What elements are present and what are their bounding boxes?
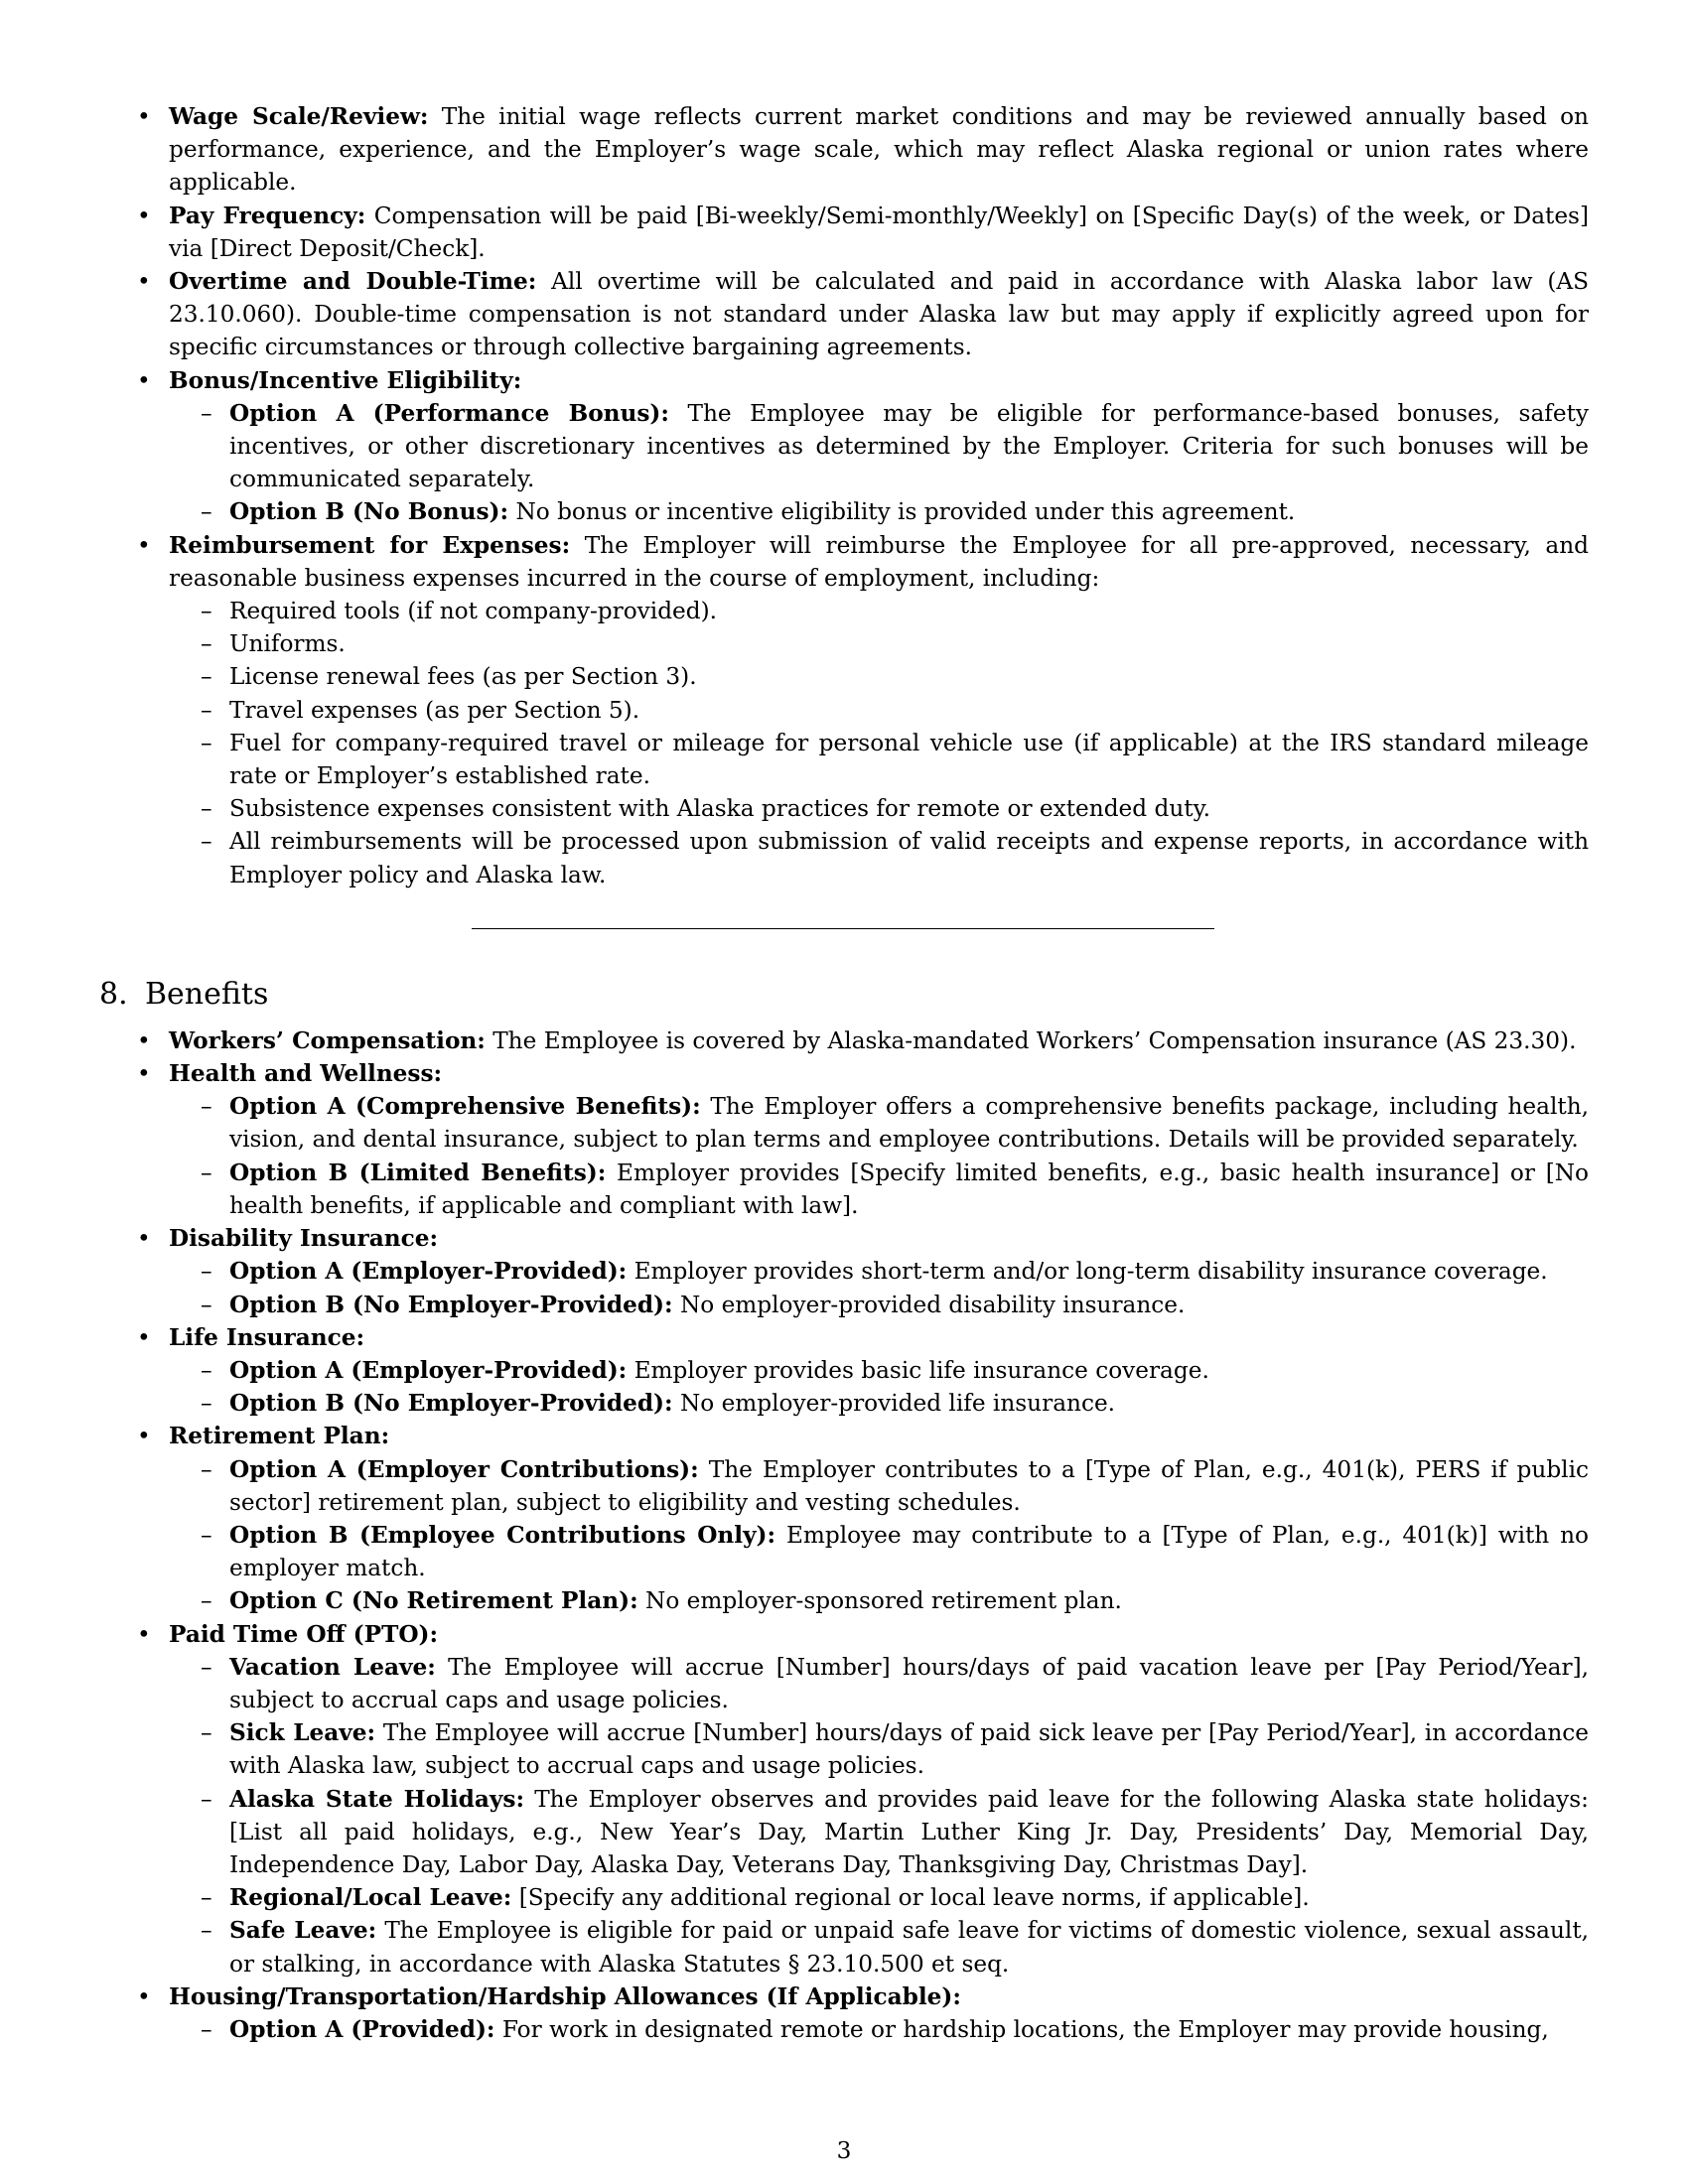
item-title: Disability Insurance: [169, 1225, 439, 1253]
list-item [99, 529, 1589, 891]
section-heading [99, 975, 1589, 1015]
item-title: Bonus/Incentive Eligibility: [169, 366, 522, 394]
item-title: Option A (Employer-Provided): [229, 1258, 628, 1286]
sub-list [169, 1255, 1589, 1320]
list-item [169, 1716, 1589, 1782]
list-item [169, 1090, 1589, 1156]
list-item [169, 627, 1589, 660]
item-text: All overtime will be calculated and paid in accordance with Alaska labor law (AS 23.10.060). Double-time compensation is not standard under Alaska law but may apply if explicitly agreed upon for specific circumstances or through collective bargaining agreements. [169, 268, 1589, 361]
list-item [99, 1980, 1589, 2046]
item-title: Option A (Employer-Provided): [229, 1356, 628, 1384]
item-text: The Employer contributes to a [Type of Plan, e.g., 401(k), PERS if public sector] retirement plan, subject to eligibility and vesting schedules. [229, 1455, 1589, 1516]
list-item [99, 1222, 1589, 1321]
list-item [99, 1057, 1589, 1222]
item-text: No employer-provided disability insurance. [679, 1291, 1186, 1318]
list-item [169, 1157, 1589, 1222]
list-item [169, 1914, 1589, 1979]
item-title: Housing/Transportation/Hardship Allowances (If Applicable): [169, 1982, 961, 2010]
item-title: Option B (Limited Benefits): [229, 1159, 607, 1186]
compensation-list [99, 100, 1589, 891]
list-item [169, 2013, 1589, 2046]
item-text: Travel expenses (as per Section 5). [229, 696, 640, 724]
sub-list [169, 2013, 1589, 2046]
item-title: Alaska State Holidays: [229, 1785, 524, 1813]
item-title: Option B (Employee Contributions Only): [229, 1521, 776, 1549]
item-text: License renewal fees (as per Section 3). [229, 663, 697, 691]
list-item [169, 660, 1589, 693]
item-title: Option B (No Bonus): [229, 498, 509, 526]
list-item [169, 694, 1589, 727]
section-title: Benefits [145, 976, 269, 1012]
item-title: Workers’ Compensation: [169, 1026, 486, 1054]
list-item [169, 595, 1589, 627]
list-item [169, 727, 1589, 792]
list-item [169, 1519, 1589, 1584]
item-title: Wage Scale/Review: [169, 103, 429, 130]
list-item [169, 397, 1589, 496]
item-text: The Employer observes and provides paid leave for the following Alaska state holidays: [List all paid holidays, e.g., New Year’s Day, Martin Luther King Jr. Day, Presidents’ Day, Memorial Day, Independence Day, Labor Day, Alaska Day, Veterans Day, Thanksgiving Day, Christmas Day]. [229, 1785, 1589, 1878]
list-item [169, 1783, 1589, 1882]
item-text: The Employee may be eligible for performance-based bonuses, safety incentives, or other discretionary incentives as determined by the Employer. Criteria for such bonuses will be communicated separately. [229, 399, 1589, 493]
list-item [99, 100, 1589, 200]
item-text: [Specify any additional regional or local leave norms, if applicable]. [518, 1884, 1310, 1912]
item-text: The initial wage reflects current market conditions and may be reviewed annually based on performance, experience, and the Employer’s wage scale, which may reflect Alaska regional or union rates where applicable. [169, 103, 1589, 197]
list-item [169, 1289, 1589, 1321]
item-title: Option A (Provided): [229, 2015, 495, 2043]
list-item [99, 1024, 1589, 1057]
item-text: Employee may contribute to a [Type of Plan, e.g., 401(k)] with no employer match. [229, 1521, 1589, 1582]
item-title: Vacation Leave: [229, 1653, 436, 1681]
item-text: Employer provides short-term and/or long-term disability insurance coverage. [633, 1258, 1548, 1286]
list-item [169, 1453, 1589, 1519]
item-title: Option A (Employer Contributions): [229, 1455, 699, 1483]
item-text: The Employer offers a comprehensive benefits package, including health, vision, and dental insurance, subject to plan terms and employee contributions. Details will be provided separately. [229, 1093, 1590, 1154]
list-item [99, 1321, 1589, 1421]
section-divider [472, 928, 1214, 929]
list-item [169, 1651, 1589, 1716]
page-number: 3 [836, 2137, 852, 2164]
list-item [169, 1354, 1589, 1387]
sub-list [169, 1354, 1589, 1420]
item-title: Life Insurance: [169, 1323, 365, 1351]
item-text: The Employee is eligible for paid or unpaid safe leave for victims of domestic violence, sexual assault, or stalking, in accordance with Alaska Statutes § 23.10.500 et seq. [229, 1917, 1590, 1978]
list-item [169, 1387, 1589, 1420]
item-text: The Employee is covered by Alaska-mandated Workers’ Compensation insurance (AS 23.30). [492, 1026, 1577, 1054]
list-item [99, 364, 1589, 529]
item-text: No bonus or incentive eligibility is provided under this agreement. [515, 498, 1296, 526]
item-title: Safe Leave: [229, 1917, 377, 1945]
item-text: The Employee will accrue [Number] hours/days of paid vacation leave per [Pay Period/Year], subject to accrual caps and usage policies. [229, 1653, 1589, 1713]
item-title: Option B (No Employer-Provided): [229, 1390, 673, 1418]
item-text: The Employee will accrue [Number] hours/days of paid sick leave per [Pay Period/Year], in accordance with Alaska law, subject to accrual caps and usage policies. [229, 1719, 1589, 1780]
item-text: Fuel for company-required travel or mileage for personal vehicle use (if applicable) at the IRS standard mileage rate or Employer’s established rate. [229, 729, 1589, 790]
item-text: Subsistence expenses consistent with Alaska practices for remote or extended duty. [229, 795, 1210, 823]
list-item [169, 1255, 1589, 1288]
item-title: Overtime and Double-Time: [169, 268, 537, 296]
item-title: Option A (Comprehensive Benefits): [229, 1093, 701, 1121]
list-item [99, 265, 1589, 364]
item-title: Reimbursement for Expenses: [169, 531, 571, 559]
item-title: Option C (No Retirement Plan): [229, 1587, 638, 1615]
item-text: No employer-sponsored retirement plan. [645, 1587, 1122, 1615]
list-item [169, 1881, 1589, 1914]
sub-list [169, 1090, 1589, 1222]
list-item [99, 1618, 1589, 1980]
item-title: Option B (No Employer-Provided): [229, 1291, 673, 1318]
sub-list [169, 397, 1589, 529]
item-title: Option A (Performance Bonus): [229, 399, 669, 427]
list-item [169, 495, 1589, 528]
list-item [99, 200, 1589, 265]
item-text: All reimbursements will be processed upon submission of valid receipts and expense reports, in accordance with Employer policy and Alaska law. [229, 828, 1589, 888]
sub-list [169, 1453, 1589, 1618]
list-item [99, 1420, 1589, 1617]
item-title: Health and Wellness: [169, 1060, 443, 1088]
item-text: Uniforms. [229, 630, 346, 658]
list-item [169, 1584, 1589, 1617]
section-number: 8. [99, 976, 128, 1012]
item-text: Required tools (if not company-provided). [229, 598, 718, 625]
sub-list [169, 1651, 1589, 1980]
item-text: Employer provides basic life insurance coverage. [633, 1356, 1209, 1384]
item-title: Sick Leave: [229, 1719, 376, 1747]
document-page [99, 100, 1589, 2046]
sub-list [169, 595, 1589, 891]
item-title: Regional/Local Leave: [229, 1884, 512, 1912]
list-item [169, 792, 1589, 825]
item-text: Compensation will be paid [Bi-weekly/Semi-monthly/Weekly] on [Specific Day(s) of the week, or Dates] via [Direct Deposit/Check]. [169, 202, 1590, 262]
benefits-list [99, 1024, 1589, 2046]
item-title: Pay Frequency: [169, 202, 366, 229]
list-item [169, 825, 1589, 890]
item-text: Employer provides [Specify limited benefits, e.g., basic health insurance] or [No health benefits, if applicable and compliant with law]. [229, 1159, 1589, 1219]
item-text: No employer-provided life insurance. [679, 1390, 1116, 1418]
item-text: The Employer will reimburse the Employee for all pre-approved, necessary, and reasonable business expenses incurred in the course of employment, including: [169, 531, 1589, 592]
item-title: Paid Time Off (PTO): [169, 1620, 439, 1648]
item-text: For work in designated remote or hardship locations, the Employer may provide housing, [501, 2015, 1549, 2043]
item-title: Retirement Plan: [169, 1423, 390, 1450]
